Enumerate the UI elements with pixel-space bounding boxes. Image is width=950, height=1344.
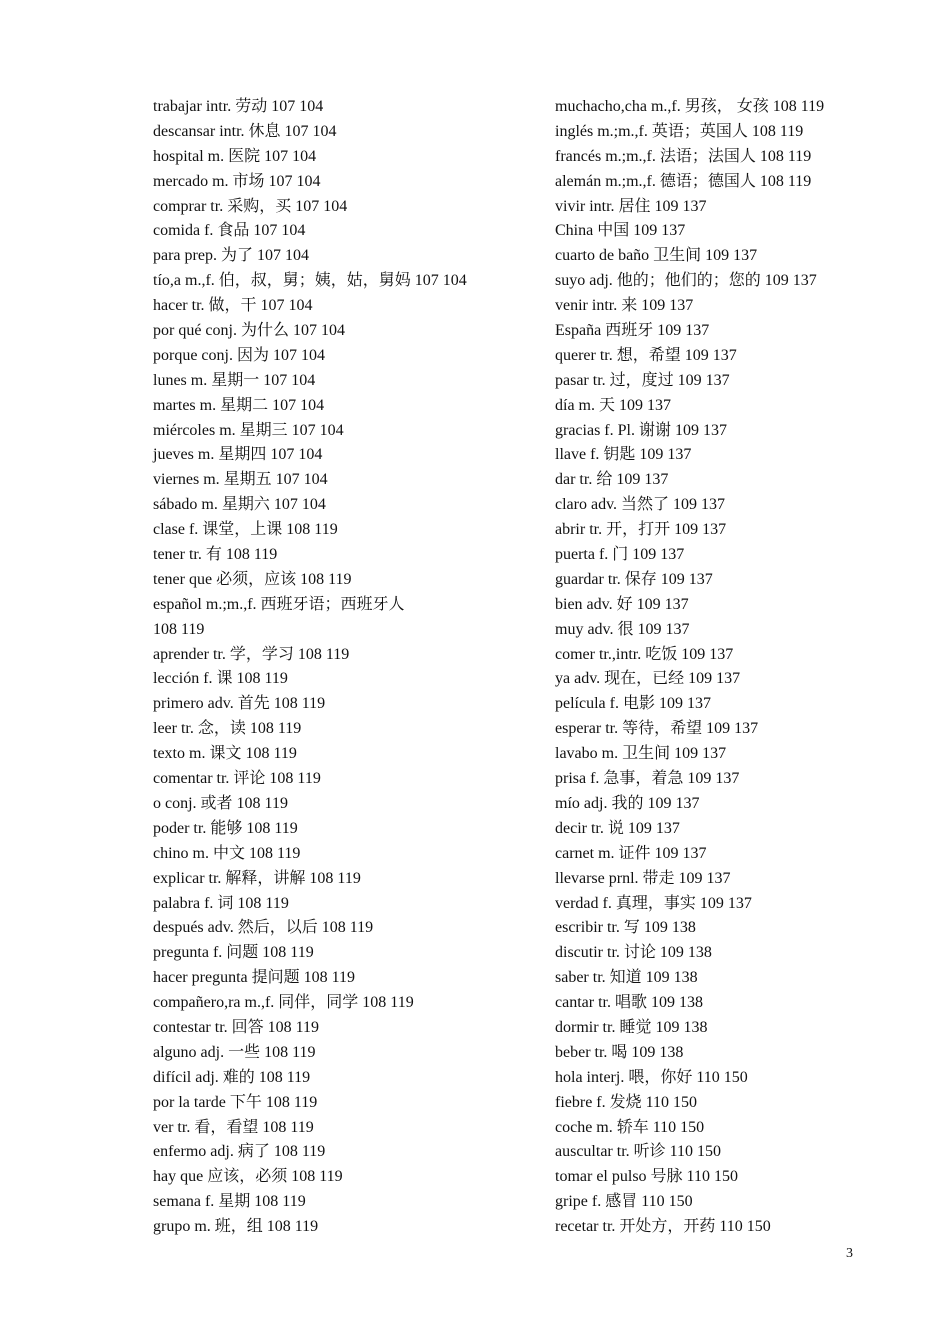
vocab-entry: comentar tr. 评论 108 119	[153, 770, 321, 788]
vocab-entry: China 中国 109 137	[555, 222, 686, 240]
vocab-entry: decir tr. 说 109 137	[555, 819, 680, 837]
vocab-entry: verdad f. 真理，事实 109 137	[555, 894, 752, 912]
vocab-entry: muchacho,cha m.,f. 男孩， 女孩 108 119	[555, 98, 825, 115]
vocab-entry: alemán m.;m.,f. 德语；德国人 108 119	[555, 172, 812, 190]
vocab-entry: difícil adj. 难的 108 119	[153, 1068, 311, 1086]
vocab-entry: venir intr. 来 109 137	[555, 297, 694, 315]
vocab-entry: explicar tr. 解释，讲解 108 119	[153, 869, 361, 887]
vocab-entry: viernes m. 星期五 107 104	[153, 471, 328, 489]
vocab-entry: clase f. 课堂，上课 108 119	[153, 521, 338, 539]
page-number: 3	[846, 1246, 853, 1261]
vocab-entry: cantar tr. 唱歌 109 138	[555, 994, 703, 1012]
vocab-entry: llave f. 钥匙 109 137	[555, 446, 692, 464]
vocab-entry: comprar tr. 采购，买 107 104	[153, 197, 348, 215]
vocab-entry: cuarto de baño 卫生间 109 137	[555, 247, 758, 265]
vocab-entry: lunes m. 星期一 107 104	[153, 371, 316, 389]
vocab-entry: bien adv. 好 109 137	[555, 595, 689, 613]
vocab-entry: beber tr. 喝 109 138	[555, 1043, 684, 1061]
vocab-entry: texto m. 课文 108 119	[153, 745, 297, 763]
vocab-entry: sábado m. 星期六 107 104	[153, 496, 326, 514]
vocab-entry: por qué conj. 为什么 107 104	[153, 322, 345, 340]
vocab-entry: prisa f. 急事，着急 109 137	[555, 770, 740, 788]
vocab-entry: día m. 天 109 137	[555, 396, 671, 414]
vocab-entry: comer tr.,intr. 吃饭 109 137	[555, 645, 734, 663]
vocab-entry: español m.;m.,f. 西班牙语；西班牙人	[153, 595, 405, 613]
vocab-entry: grupo m. 班，组 108 119	[153, 1218, 319, 1236]
vocab-entry: aprender tr. 学，学习 108 119	[153, 645, 350, 663]
vocab-entry: miércoles m. 星期三 107 104	[153, 421, 344, 439]
vocab-entry: chino m. 中文 108 119	[153, 844, 301, 862]
vocab-entry: leer tr. 念，读 108 119	[153, 720, 302, 738]
vocab-entry: jueves m. 星期四 107 104	[153, 446, 323, 464]
vocab-entry: tener que 必须，应该 108 119	[153, 570, 352, 588]
vocab-entry: mercado m. 市场 107 104	[153, 172, 321, 190]
vocab-entry: carnet m. 证件 109 137	[555, 844, 707, 862]
vocab-entry: hacer tr. 做，干 107 104	[153, 297, 313, 315]
vocab-entry: España 西班牙 109 137	[555, 322, 710, 340]
vocab-entry: lección f. 课 108 119	[153, 670, 288, 688]
vocab-entry: semana f. 星期 108 119	[153, 1193, 306, 1211]
vocab-entry: guardar tr. 保存 109 137	[555, 570, 713, 588]
vocab-entry: gripe f. 感冒 110 150	[555, 1193, 693, 1211]
vocab-entry: para prep. 为了 107 104	[153, 247, 309, 265]
vocab-entry: muy adv. 很 109 137	[555, 620, 690, 638]
vocab-entry: por la tarde 下午 108 119	[153, 1093, 318, 1111]
vocab-entry: recetar tr. 开处方，开药 110 150	[555, 1218, 771, 1236]
vocab-entry: esperar tr. 等待，希望 109 137	[555, 720, 759, 738]
vocab-entry: tomar el pulso 号脉 110 150	[555, 1168, 738, 1186]
vocab-entry: vivir intr. 居住 109 137	[555, 197, 707, 215]
vocab-entry: descansar intr. 休息 107 104	[153, 122, 337, 140]
vocab-column-right	[555, 95, 895, 1240]
vocab-entry: suyo adj. 他的；他们的；您的 109 137	[555, 272, 817, 290]
vocab-entry: compañero,ra m.,f. 同伴，同学 108 119	[153, 994, 414, 1012]
vocab-entry: poder tr. 能够 108 119	[153, 819, 298, 837]
vocab-entry: trabajar intr. 劳动 107 104	[153, 98, 324, 115]
vocab-entry: discutir tr. 讨论 109 138	[555, 944, 712, 962]
vocab-entry: película f. 电影 109 137	[555, 695, 711, 713]
vocab-entry: escribir tr. 写 109 138	[555, 919, 696, 937]
vocab-entry: hacer pregunta 提问题 108 119	[153, 969, 356, 987]
vocab-entry: 108 119	[153, 620, 205, 638]
vocab-entry: martes m. 星期二 107 104	[153, 396, 325, 414]
vocab-entry: primero adv. 首先 108 119	[153, 695, 326, 713]
vocab-entry: hola interj. 喂，你好 110 150	[555, 1068, 748, 1086]
vocab-entry: pregunta f. 问题 108 119	[153, 944, 314, 962]
vocab-entry: palabra f. 词 108 119	[153, 894, 289, 912]
vocab-entry: inglés m.;m.,f. 英语；英国人 108 119	[555, 122, 804, 140]
vocab-entry: querer tr. 想，希望 109 137	[555, 346, 737, 364]
vocab-entry: mío adj. 我的 109 137	[555, 794, 700, 812]
vocab-entry: hospital m. 医院 107 104	[153, 147, 317, 165]
vocab-entry: puerta f. 门 109 137	[555, 546, 685, 564]
vocab-entry: ver tr. 看，看望 108 119	[153, 1118, 314, 1136]
vocab-entry: porque conj. 因为 107 104	[153, 346, 325, 364]
vocab-entry: fiebre f. 发烧 110 150	[555, 1093, 698, 1111]
vocab-entry: dormir tr. 睡觉 109 138	[555, 1018, 708, 1036]
vocab-entry: claro adv. 当然了 109 137	[555, 496, 726, 514]
vocab-column-left	[153, 95, 493, 1240]
vocab-entry: alguno adj. 一些 108 119	[153, 1043, 316, 1061]
vocab-entry: tener tr. 有 108 119	[153, 546, 278, 564]
vocab-entry: enfermo adj. 病了 108 119	[153, 1143, 326, 1161]
vocab-entry: después adv. 然后，以后 108 119	[153, 919, 374, 937]
vocab-entry: lavabo m. 卫生间 109 137	[555, 745, 727, 763]
vocab-entry: comida f. 食品 107 104	[153, 222, 306, 240]
vocab-entry: saber tr. 知道 109 138	[555, 969, 698, 987]
vocab-entry: contestar tr. 回答 108 119	[153, 1018, 320, 1036]
vocab-entry: auscultar tr. 听诊 110 150	[555, 1143, 722, 1161]
vocab-entry: gracias f. Pl. 谢谢 109 137	[555, 421, 727, 439]
vocab-entry: hay que 应该，必须 108 119	[153, 1168, 343, 1186]
vocab-entry: ya adv. 现在，已经 109 137	[555, 670, 741, 688]
vocab-entry: dar tr. 给 109 137	[555, 471, 669, 489]
vocab-entry: pasar tr. 过，度过 109 137	[555, 371, 730, 389]
vocab-entry: tío,a m.,f. 伯，叔，舅；姨，姑，舅妈 107 104	[153, 272, 467, 290]
vocab-entry: coche m. 轿车 110 150	[555, 1118, 705, 1136]
vocab-entry: francés m.;m.,f. 法语；法国人 108 119	[555, 147, 812, 165]
vocab-entry: llevarse prnl. 带走 109 137	[555, 869, 731, 887]
vocab-entry: o conj. 或者 108 119	[153, 794, 288, 812]
vocab-entry: abrir tr. 开，打开 109 137	[555, 521, 727, 539]
